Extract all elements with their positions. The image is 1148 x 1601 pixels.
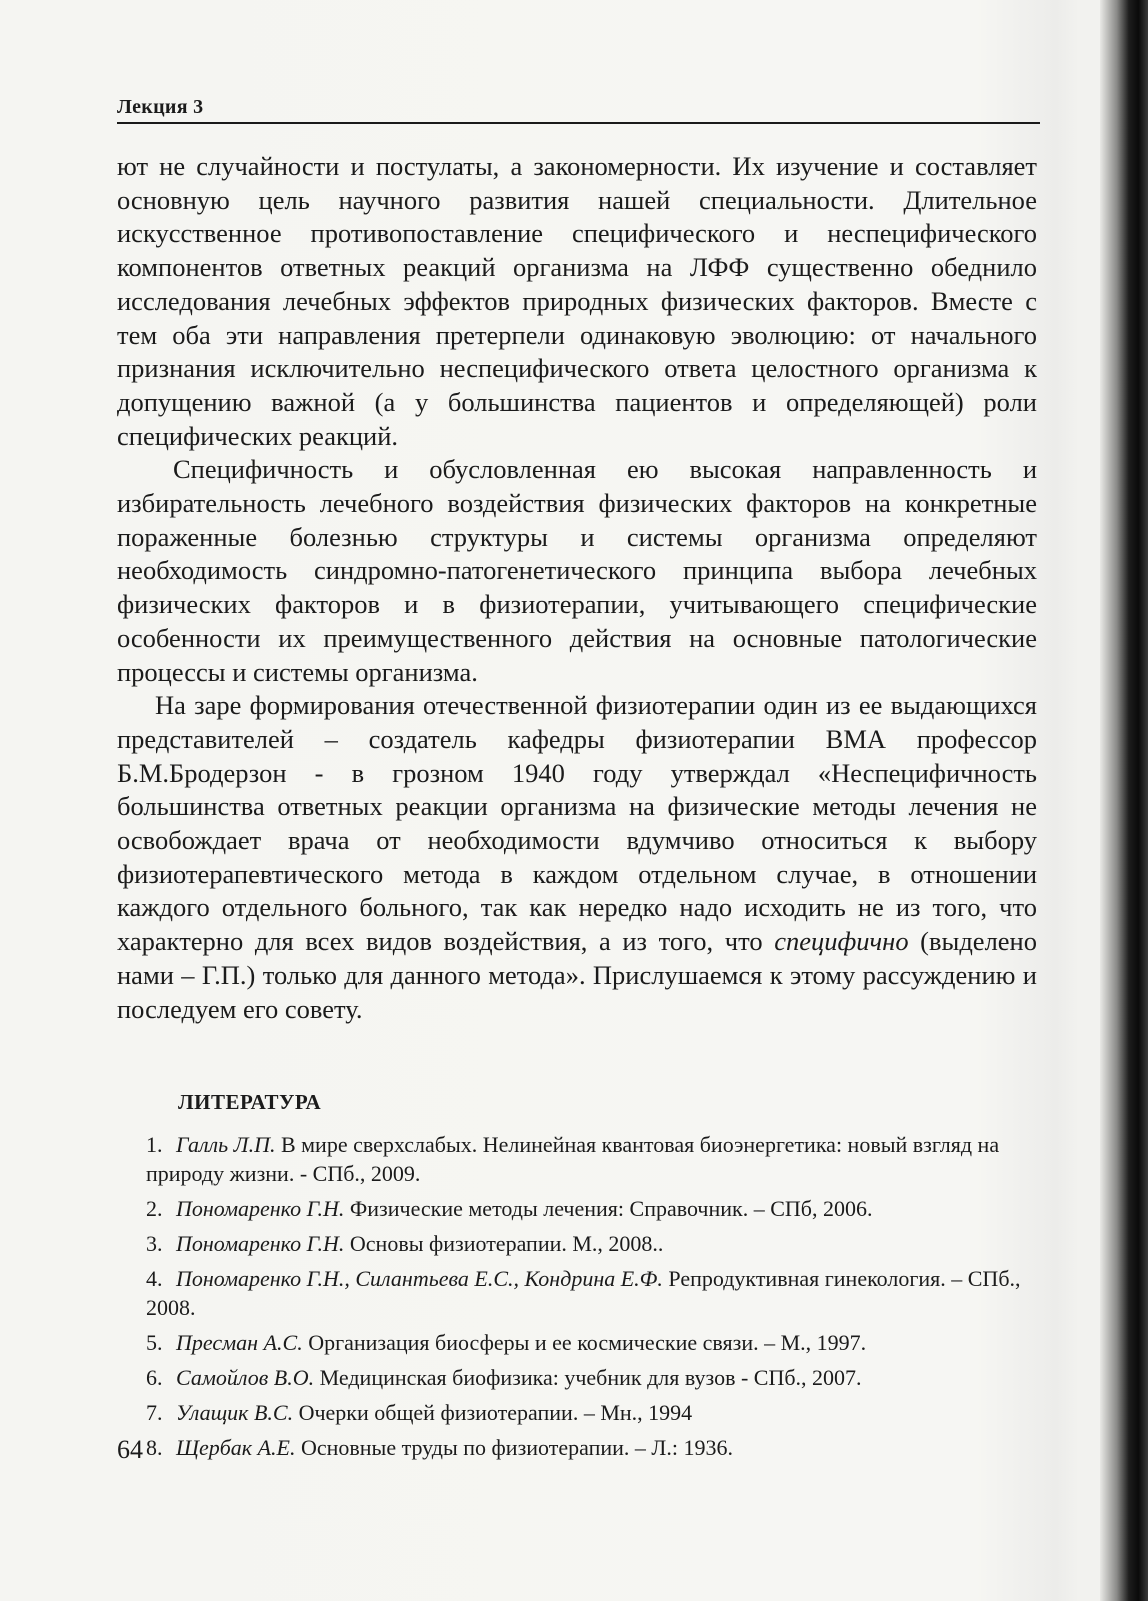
reference-author: Щербак А.Е. — [176, 1435, 296, 1460]
reference-item — [146, 1130, 1036, 1188]
reference-text: Организация биосферы и ее космические связи. – М., 1997. — [302, 1330, 867, 1355]
reference-author: Пономаренко Г.Н. — [176, 1231, 345, 1256]
reference-text: Основные труды по физиотерапии. – Л.: 1936. — [295, 1435, 733, 1460]
paragraph-3-text-end: (выделено нами – Г.П.) только для данного метода». Прислушаемся к этому рассуждению и последуем его совету. — [117, 926, 1037, 1024]
reference-text: Физические методы лечения: Справочник. – СПб, 2006. — [344, 1196, 873, 1221]
reference-number: 6. — [146, 1365, 163, 1390]
reference-item — [146, 1433, 1036, 1462]
page-number: 64 — [117, 1435, 143, 1464]
reference-text: Основы физиотерапии. М., 2008.. — [344, 1231, 664, 1256]
reference-number: 8. — [146, 1435, 163, 1460]
paragraph-3-emphasis: специфично — [774, 926, 909, 957]
literature-heading: ЛИТЕРАТУРА — [178, 1090, 322, 1114]
reference-number: 4. — [146, 1266, 163, 1291]
reference-number: 1. — [146, 1132, 163, 1157]
reference-item — [146, 1229, 1036, 1258]
reference-number: 3. — [146, 1231, 163, 1256]
reference-item — [146, 1328, 1036, 1357]
reference-item — [146, 1398, 1036, 1427]
reference-author: Улащик В.С. — [176, 1400, 294, 1425]
page-header — [117, 96, 1040, 124]
running-head: Лекция 3 — [117, 96, 204, 118]
book-spine-shadow — [1100, 0, 1148, 1601]
paragraph-1: ют не случайности и постулаты, а закономерности. Их изучение и составляет основную цель научного развития нашей специальности. Длительное искусственное противопоставление специфического и неспецифического компонентов ответных реакций организма на ЛФФ существенно обеднило исследования лечебных эффектов природных физических факторов. Вместе с тем оба эти направления претерпели одинаковую эволюцию: от начального признания исключительно неспецифического ответа целостного организма к допущению важной (а у большинства пациентов и определяющей) роли специфических реакций. — [117, 151, 1037, 451]
reference-number: 7. — [146, 1400, 163, 1425]
reference-number: 5. — [146, 1330, 163, 1355]
paragraph-3 — [117, 689, 1037, 1026]
reference-author: Самойлов В.О. — [176, 1365, 315, 1390]
reference-item — [146, 1194, 1036, 1223]
reference-text: Репродуктивная гинекология. – СПб., 2008. — [146, 1266, 1021, 1320]
reference-item — [146, 1264, 1036, 1322]
paragraph-3-text: На заре формирования отечественной физиотерапии один из ее выдающихся представителей – создатель кафедры физиотерапии ВМА профессор Б.М.Бродерзон - в грозном 1940 году утверждал «Неспецифичность большинства ответных реакции организма на физические методы лечения не освобождает врача от необходимости вдумчиво относиться к выбору физиотерапевтического метода в каждом отдельном случае, в отношении каждого отдельного больного, так как нередко надо исходить не из того, что характерно для всех видов воздействия, а из того, что — [117, 690, 1037, 957]
main-text — [117, 150, 1037, 1026]
paragraph-2: Специфичность и обусловленная ею высокая направленность и избирательность лечебного воздействия физических факторов на конкретные пораженные болезнью структуры и системы организма определяют необходимость синдромно-патогенетического принципа выбора лечебных физических факторов и в физиотерапии, учитывающего специфические особенности их преимущественного действия на основные патологические процессы и системы организма. — [117, 454, 1037, 687]
reference-author: Пономаренко Г.Н. — [176, 1196, 345, 1221]
reference-author: Пономаренко Г.Н., Силантьева Е.С., Кондрина Е.Ф. — [176, 1266, 663, 1291]
reference-text: Очерки общей физиотерапии. – Мн., 1994 — [293, 1400, 693, 1425]
reference-author: Пресман А.С. — [176, 1330, 303, 1355]
reference-item — [146, 1363, 1036, 1392]
reference-author: Галль Л.П. — [176, 1132, 276, 1157]
reference-number: 2. — [146, 1196, 163, 1221]
reference-list — [146, 1130, 1036, 1468]
reference-text: В мире сверхслабых. Нелинейная квантовая биоэнергетика: новый взгляд на природу жизни. - СПб., 2009. — [146, 1132, 1000, 1186]
reference-text: Медицинская биофизика: учебник для вузов - СПб., 2007. — [314, 1365, 862, 1390]
